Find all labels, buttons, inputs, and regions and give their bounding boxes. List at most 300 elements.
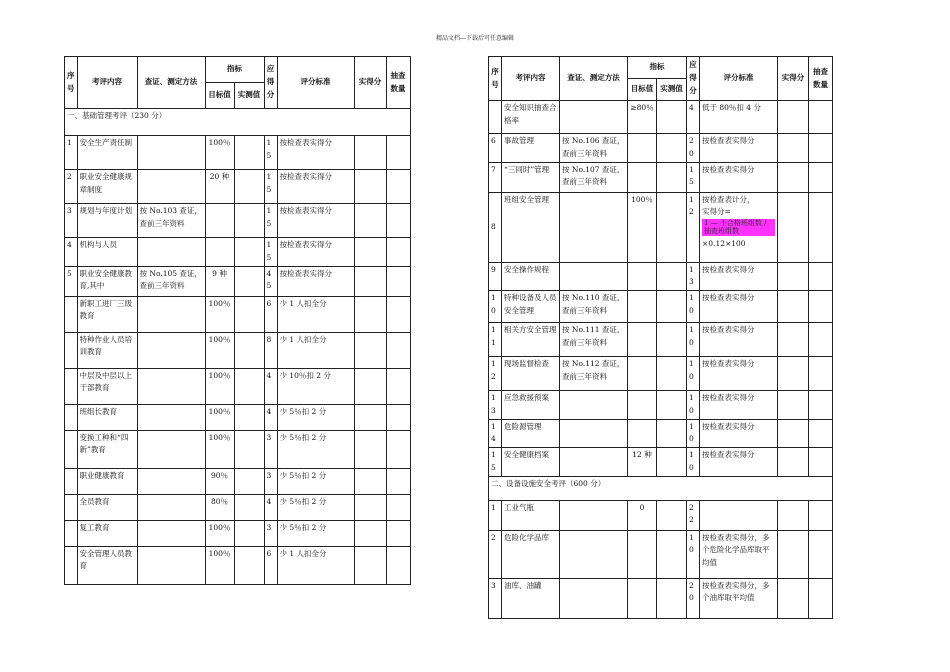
row-criteria: 少 5％扣 2 分 [277, 494, 354, 520]
row-sample [386, 430, 410, 468]
left-assessment-table [64, 56, 411, 585]
row-number: 1 [65, 136, 78, 170]
table-row [65, 170, 411, 204]
row-target [628, 391, 657, 420]
row-method [137, 296, 205, 332]
row-actual [354, 170, 386, 204]
row-method [560, 101, 628, 134]
col-target: 目标值 [628, 79, 657, 101]
row-score: 10 [687, 391, 700, 420]
row-measured [657, 134, 687, 163]
col-measured: 实测值 [234, 83, 264, 109]
row-measured [657, 448, 687, 477]
row-measured [657, 357, 687, 391]
row-score: 8 [264, 332, 277, 368]
row-sample [386, 204, 410, 238]
row-actual [354, 204, 386, 238]
row-measured [234, 238, 264, 267]
row-number: 15 [489, 448, 502, 477]
table-row [489, 419, 833, 448]
table-row [489, 578, 833, 618]
row-method [137, 238, 205, 267]
row-score: 15 [264, 170, 277, 204]
row-number [65, 404, 78, 430]
row-sample [386, 546, 410, 584]
row-method [560, 578, 628, 618]
table-row [489, 357, 833, 391]
row-sample [386, 266, 410, 296]
row-criteria: 少 1 人扣全分 [277, 332, 354, 368]
col-seq: 序号 [489, 57, 502, 101]
row-sample [386, 520, 410, 546]
row-actual [778, 192, 809, 262]
row-content: 班组长教育 [77, 404, 137, 430]
row-target: 12 种 [628, 448, 657, 477]
row-sample [809, 391, 833, 420]
col-score: 应得分 [687, 57, 700, 101]
row-criteria: 低于 80％扣 4 分 [700, 101, 778, 134]
col-indicator: 指标 [205, 57, 264, 83]
row-score: 10 [687, 323, 700, 357]
row-criteria: 按检查表实得分，多个危险化学品库取平均值 [700, 530, 778, 578]
page-header: 精品文档---下载后可任意编辑 [435, 35, 515, 42]
row-actual [778, 134, 809, 163]
row-actual [354, 494, 386, 520]
row-score: 20 [687, 134, 700, 163]
row-target: 100％ [205, 332, 234, 368]
row-number: 9 [489, 262, 502, 291]
row-measured [234, 204, 264, 238]
row-sample [386, 332, 410, 368]
row-measured [234, 332, 264, 368]
row-score: 6 [264, 296, 277, 332]
row-number [489, 101, 502, 134]
row-target [205, 238, 234, 267]
row-number: 7 [489, 162, 502, 192]
row-score: 10 [687, 291, 700, 323]
row-score: 20 [687, 578, 700, 618]
row-sample [809, 419, 833, 448]
row-measured [657, 391, 687, 420]
table-row [65, 520, 411, 546]
row-content: 职业安全健康规章制度 [77, 170, 137, 204]
row-method [137, 368, 205, 404]
row-target [628, 578, 657, 618]
col-target: 目标值 [205, 83, 234, 109]
row-measured [657, 578, 687, 618]
table-row [489, 101, 833, 134]
row-actual [778, 323, 809, 357]
col-indicator: 指标 [628, 57, 687, 79]
row-sample [809, 262, 833, 291]
col-criteria: 评分标准 [700, 57, 778, 101]
row-criteria: 按检查表实得分 [700, 134, 778, 163]
row-content: 职业安全健康教育,其中 [77, 266, 137, 296]
row-number [65, 546, 78, 584]
row-method [560, 500, 628, 530]
row-content: 危险化学品库 [502, 530, 560, 578]
row-score: 10 [687, 419, 700, 448]
row-sample [386, 170, 410, 204]
row-sample [809, 323, 833, 357]
row-method [137, 494, 205, 520]
row-content: 安全操作规程 [502, 262, 560, 291]
row-target: 100％ [205, 368, 234, 404]
row-actual [354, 332, 386, 368]
row-sample [809, 448, 833, 477]
row-criteria: 按检查表实得分 [700, 391, 778, 420]
row-criteria: 少 10％扣 2 分 [277, 368, 354, 404]
row-content: 特种作业人员培训教育 [77, 332, 137, 368]
table-row [489, 262, 833, 291]
row-content: 全员教育 [77, 494, 137, 520]
row-content: “三同时”管理 [502, 162, 560, 192]
row-sample [386, 296, 410, 332]
row-actual [778, 101, 809, 134]
row-criteria [700, 500, 778, 530]
section-basic-management: 一、基础管理考评（230 分） [65, 109, 411, 136]
row-number: 12 [489, 357, 502, 391]
row-number [65, 494, 78, 520]
row-measured [234, 404, 264, 430]
row-method [560, 530, 628, 578]
row-target [628, 262, 657, 291]
row-content: 规划与年度计划 [77, 204, 137, 238]
row-target: 100％ [628, 192, 657, 262]
row-number [65, 332, 78, 368]
table-row [489, 291, 833, 323]
row-criteria: 少 1 人扣全分 [277, 296, 354, 332]
row-content: 现场监督检查 [502, 357, 560, 391]
row-content: 安全健康档案 [502, 448, 560, 477]
row-score: 3 [264, 468, 277, 494]
row-target [628, 134, 657, 163]
col-measured: 实测值 [657, 79, 687, 101]
row-number [65, 520, 78, 546]
row-target: 0 [628, 500, 657, 530]
row-measured [657, 419, 687, 448]
row-criteria: 按检查表实得分 [700, 262, 778, 291]
row-sample [809, 578, 833, 618]
row-score: 3 [264, 520, 277, 546]
row-score: 45 [264, 266, 277, 296]
row-score: 12 [687, 192, 700, 262]
row-criteria: 少 5％扣 2 分 [277, 468, 354, 494]
row-sample [386, 238, 410, 267]
row-target [628, 323, 657, 357]
row-criteria: 按检查表实得分 [700, 448, 778, 477]
table-row [65, 404, 411, 430]
row-method: 按 No.105 查证，查前三年资料 [137, 266, 205, 296]
table-row [489, 500, 833, 530]
row-criteria [700, 192, 778, 262]
row-content: 中层及中层以上干部教育 [77, 368, 137, 404]
row-content: 特种设备及人员安全管理 [502, 291, 560, 323]
row-content: 工业气瓶 [502, 500, 560, 530]
col-seq: 序号 [65, 57, 78, 109]
row-measured [234, 266, 264, 296]
col-sample: 抽查数量 [386, 57, 410, 109]
row-target: 9 种 [205, 266, 234, 296]
row-sample [809, 530, 833, 578]
row-measured [657, 291, 687, 323]
row-target [205, 204, 234, 238]
row-score: 15 [264, 136, 277, 170]
row-target [628, 530, 657, 578]
row-method [137, 136, 205, 170]
row-target: 20 种 [205, 170, 234, 204]
row-criteria: 按检查表实得分 [700, 419, 778, 448]
row-method: 按 No.107 查证，查前三年资料 [560, 162, 628, 192]
row-actual [354, 136, 386, 170]
row-content: 危险源管理 [502, 419, 560, 448]
row-criteria: 按检查表实得分 [277, 170, 354, 204]
row-score: 10 [687, 530, 700, 578]
row-score: 4 [687, 101, 700, 134]
row-actual [778, 419, 809, 448]
table-row [65, 494, 411, 520]
row-content: 职业健康教育 [77, 468, 137, 494]
table-row [65, 368, 411, 404]
row-measured [234, 136, 264, 170]
row-content: 班组安全管理 [502, 192, 560, 262]
row-number: 10 [489, 291, 502, 323]
row-actual [354, 520, 386, 546]
row-score: 6 [264, 546, 277, 584]
row-method [137, 520, 205, 546]
row-criteria: 按检查表实得分 [277, 204, 354, 238]
row-target: ≥80％ [628, 101, 657, 134]
row-actual [354, 404, 386, 430]
row-score: 4 [264, 404, 277, 430]
row-content: 安全管理人员教育 [77, 546, 137, 584]
row-actual [354, 546, 386, 584]
row-actual [778, 391, 809, 420]
row-method: 按 No.111 查证，查前三年资料 [560, 323, 628, 357]
row-actual [354, 296, 386, 332]
row-actual [354, 266, 386, 296]
row-score: 22 [687, 500, 700, 530]
col-content: 考评内容 [77, 57, 137, 109]
row-sample [809, 500, 833, 530]
row-content: 变换工种和“四新”教育 [77, 430, 137, 468]
row-target: 100％ [205, 546, 234, 584]
col-actual: 实得分 [778, 57, 809, 101]
row-content: 新职工进厂三级教育 [77, 296, 137, 332]
row-number [65, 368, 78, 404]
row-target [628, 419, 657, 448]
row-method [560, 419, 628, 448]
row-method: 按 No.103 查证，查前三年资料 [137, 204, 205, 238]
row-measured [657, 323, 687, 357]
row-score: 15 [264, 238, 277, 267]
row-number: 8 [489, 192, 502, 262]
row-number [65, 430, 78, 468]
row-target: 80％ [205, 494, 234, 520]
criteria-line: 按检查表计分， [702, 194, 755, 204]
table-row [489, 448, 833, 477]
row-criteria: 少 5％扣 2 分 [277, 520, 354, 546]
row-criteria: 少 5％扣 2 分 [277, 404, 354, 430]
row-target [628, 357, 657, 391]
row-criteria: 按检查表实得分，多个油库取平均值 [700, 578, 778, 618]
col-criteria: 评分标准 [277, 57, 354, 109]
row-number: 14 [489, 419, 502, 448]
row-measured [657, 192, 687, 262]
row-number: 4 [65, 238, 78, 267]
row-score: 13 [687, 262, 700, 291]
row-sample [809, 162, 833, 192]
row-number: 11 [489, 323, 502, 357]
row-method [137, 468, 205, 494]
table-row [489, 323, 833, 357]
row-sample [809, 101, 833, 134]
row-content: 安全生产责任制 [77, 136, 137, 170]
row-target: 100％ [205, 296, 234, 332]
row-criteria: 按检查表实得分 [700, 291, 778, 323]
row-number: 2 [489, 530, 502, 578]
right-assessment-table [488, 56, 833, 619]
row-measured [234, 494, 264, 520]
row-actual [778, 162, 809, 192]
row-target: 90％ [205, 468, 234, 494]
row-criteria: 按检查表实得分 [700, 323, 778, 357]
table-row [65, 266, 411, 296]
row-number: 1 [489, 500, 502, 530]
row-target [628, 162, 657, 192]
table-row [65, 468, 411, 494]
row-number [65, 296, 78, 332]
row-sample [386, 136, 410, 170]
row-sample [809, 357, 833, 391]
criteria-line: 实得分= [702, 207, 731, 217]
formula-highlight: 1 — 不合格班组数 / 抽查班组数 [702, 219, 775, 236]
row-criteria: 按检查表实得分 [700, 357, 778, 391]
row-number: 3 [489, 578, 502, 618]
row-actual [778, 448, 809, 477]
row-score: 3 [264, 430, 277, 468]
row-sample [809, 134, 833, 163]
row-method [137, 170, 205, 204]
row-actual [778, 530, 809, 578]
row-number: 6 [489, 134, 502, 163]
col-sample: 抽查数量 [809, 57, 833, 101]
row-actual [778, 262, 809, 291]
row-criteria: 按检查表实得分 [700, 162, 778, 192]
row-content: 机构与人员 [77, 238, 137, 267]
row-measured [657, 162, 687, 192]
row-method: 按 No.110 查证，查前三年资料 [560, 291, 628, 323]
table-row [65, 296, 411, 332]
row-actual [778, 500, 809, 530]
row-score: 10 [687, 357, 700, 391]
row-number: 5 [65, 266, 78, 296]
row-target [628, 291, 657, 323]
row-number: 2 [65, 170, 78, 204]
table-row [489, 530, 833, 578]
criteria-line: ×0.12×100 [702, 239, 746, 249]
row-sample [809, 291, 833, 323]
row-method [137, 404, 205, 430]
row-target: 100％ [205, 430, 234, 468]
row-method: 按 No.112 查证，查前三年资料 [560, 357, 628, 391]
row-measured [657, 500, 687, 530]
table-row [489, 162, 833, 192]
row-method [137, 430, 205, 468]
row-method [560, 192, 628, 262]
col-method: 查证、测定方法 [137, 57, 205, 109]
row-content: 应急救援预案 [502, 391, 560, 420]
row-criteria: 少 1 人扣全分 [277, 546, 354, 584]
col-content: 考评内容 [502, 57, 560, 101]
row-score: 15 [687, 162, 700, 192]
row-method [560, 391, 628, 420]
row-measured [234, 170, 264, 204]
row-sample [386, 468, 410, 494]
col-score: 应得分 [264, 57, 277, 109]
table-row [65, 332, 411, 368]
row-method [560, 262, 628, 291]
row-actual [778, 357, 809, 391]
row-content: 相关方安全管理 [502, 323, 560, 357]
row-number [65, 468, 78, 494]
row-criteria: 按检查表实得分 [277, 266, 354, 296]
row-sample [386, 368, 410, 404]
row-score: 4 [264, 494, 277, 520]
row-measured [657, 101, 687, 134]
table-row [489, 134, 833, 163]
row-sample [809, 192, 833, 262]
row-method [137, 332, 205, 368]
table-row [489, 192, 833, 262]
row-target: 100％ [205, 404, 234, 430]
row-criteria: 按检查表实得分 [277, 136, 354, 170]
table-row [65, 546, 411, 584]
row-actual [354, 430, 386, 468]
row-measured [234, 296, 264, 332]
row-criteria: 按检查表实得分 [277, 238, 354, 267]
row-measured [234, 546, 264, 584]
row-content: 事故管理 [502, 134, 560, 163]
section-equipment-safety: 二、设备设施安全考评（600 分） [489, 476, 833, 500]
row-content: 复工教育 [77, 520, 137, 546]
row-content: 安全知识抽查合格率 [502, 101, 560, 134]
row-measured [234, 368, 264, 404]
row-score: 15 [264, 204, 277, 238]
row-actual [354, 238, 386, 267]
row-target: 100％ [205, 520, 234, 546]
row-score: 10 [687, 448, 700, 477]
table-row [489, 476, 833, 500]
row-actual [778, 578, 809, 618]
row-method: 按 No.106 查证，查前三年资料 [560, 134, 628, 163]
row-sample [386, 404, 410, 430]
row-actual [354, 468, 386, 494]
row-actual [354, 368, 386, 404]
row-content: 油库、油罐 [502, 578, 560, 618]
row-method [137, 546, 205, 584]
table-row [65, 430, 411, 468]
row-measured [234, 468, 264, 494]
table-row [65, 136, 411, 170]
row-method [560, 448, 628, 477]
row-score: 4 [264, 368, 277, 404]
row-measured [234, 430, 264, 468]
row-measured [657, 530, 687, 578]
row-actual [778, 291, 809, 323]
table-row [65, 204, 411, 238]
table-row [65, 238, 411, 267]
